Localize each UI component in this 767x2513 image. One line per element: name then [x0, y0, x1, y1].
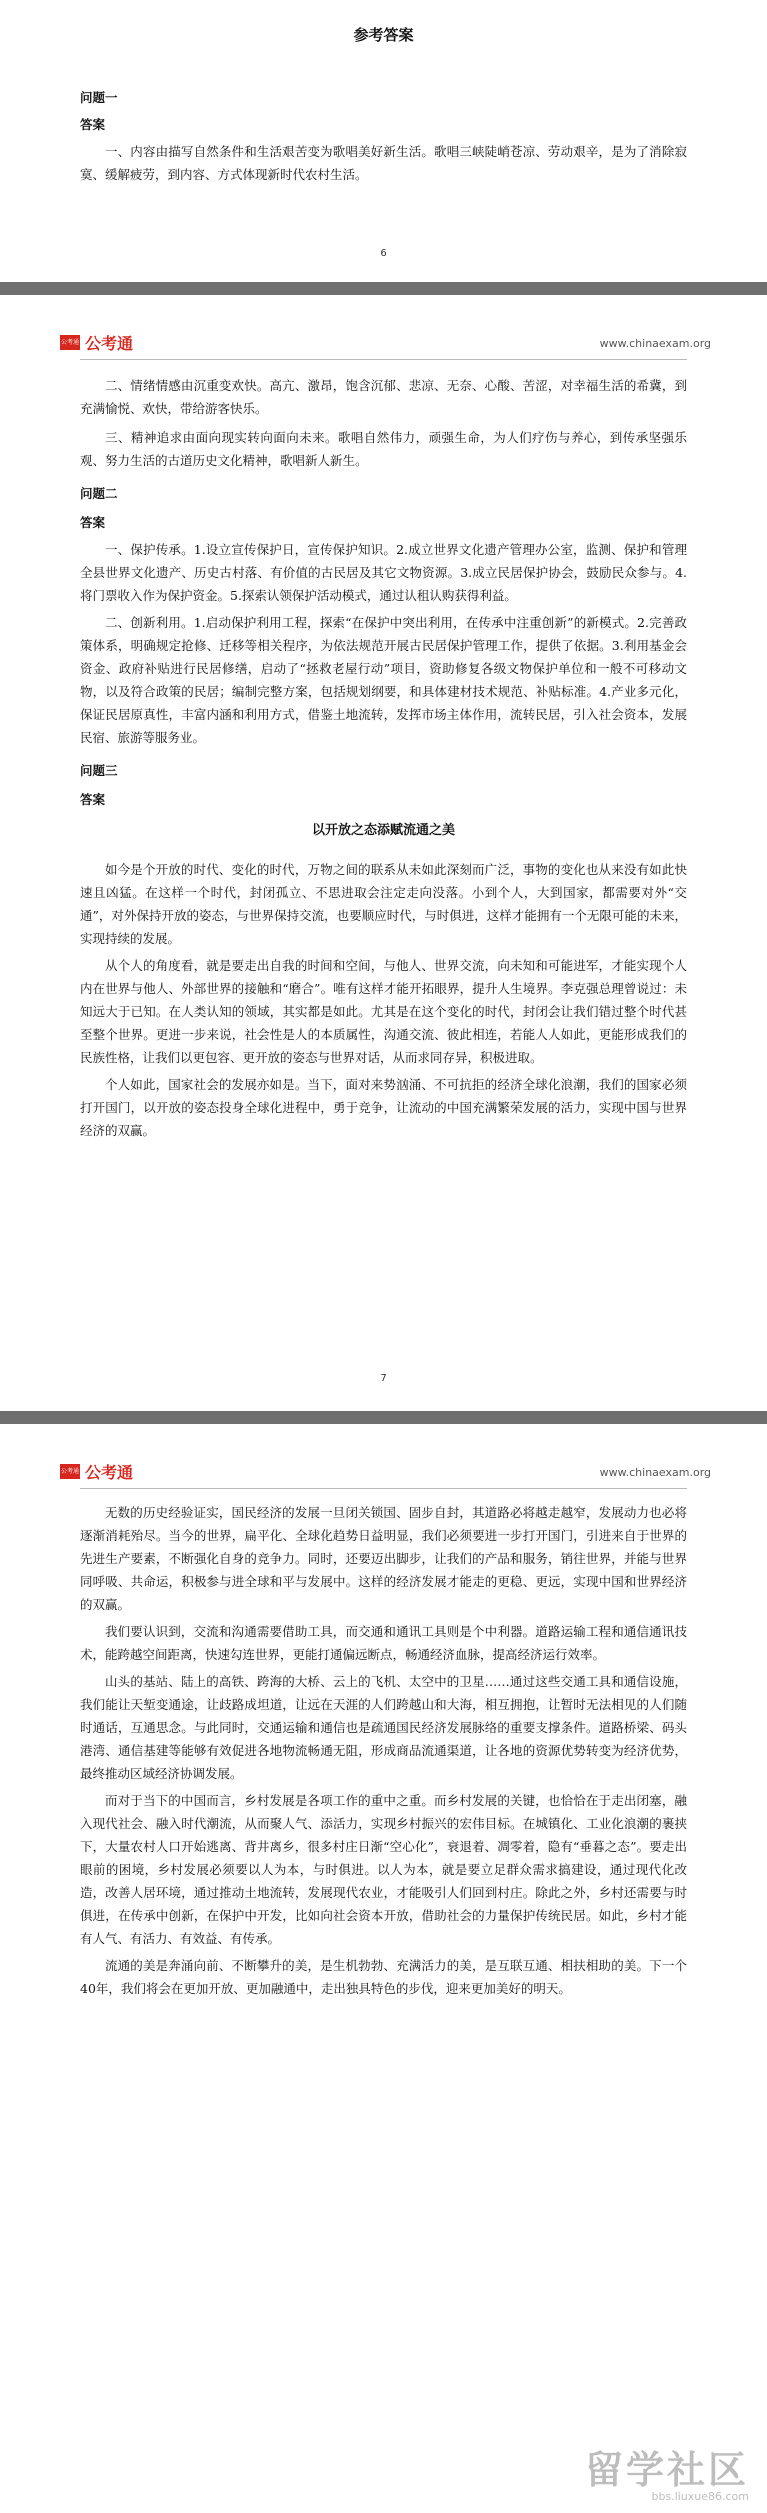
- paragraph: 个人如此，国家社会的发展亦如是。当下，面对来势汹涌、不可抗拒的经济全球化浪潮，我们的国家必须打开国门，以开放的姿态投身全球化进程中，勇于竞争，让流动的中国充满繁荣发展的活力，实现中国与世界经济的双赢。: [80, 1077, 687, 1138]
- logo-text: 公考通: [85, 1463, 134, 1482]
- essay-title: 以开放之态添赋流通之美: [311, 823, 455, 838]
- logo-text: 公考通: [85, 334, 134, 353]
- page-header: [60, 295, 711, 360]
- document-title: 参考答案: [353, 26, 414, 44]
- paragraph: 二、情绪情感由沉重变欢快。高亢、激昂，饱含沉郁、悲凉、无奈、心酸、苦涩，对幸福生活的希冀，到充满愉悦、欢快，带给游客快乐。: [80, 378, 687, 416]
- paragraph: 三、精神追求由面向现实转向面向未来。歌唱自然伟力，顽强生命，为人们疗伤与养心，到传承坚强乐观、努力生活的古道历史文化精神，歌唱新人新生。: [80, 430, 687, 468]
- logo: [60, 331, 133, 354]
- header-url: www.chinaexam.org: [599, 337, 711, 350]
- question-1-heading: 问题一: [80, 90, 118, 105]
- page-8: [0, 1424, 767, 2513]
- page-6: [0, 0, 767, 282]
- paragraph: 山头的基站、陆上的高铁、跨海的大桥、云上的飞机、太空中的卫星……通过这些交通工具和通信设施，我们能让天堑变通途，让歧路成坦道，让远在天涯的人们跨越山和大海，相互拥抱，让暂时无法相见的人们随时通话，互通思念。与此同时，交通运输和通信也是疏通国民经济发展脉络的重要支撑条件。道路桥梁、码头港湾、通信基建等能够有效促进各地物流畅通无阻，形成商品流通渠道，让各地的资源优势转变为经济优势，最终推动区域经济协调发展。: [80, 1674, 687, 1781]
- answer-label: 答案: [80, 117, 106, 132]
- logo-badge: 公考通: [60, 335, 80, 350]
- page-number: 7: [380, 1373, 387, 1384]
- paragraph: 二、创新利用。1.启动保护利用工程，探索“在保护中突出利用，在传承中注重创新”的新模式。2.完善政策体系，明确规定抢修、迁移等相关程序，为依法规范开展古民居保护管理工作，提供了依据。3.利用基金会资金、政府补贴进行民居修缮，启动了“拯救老屋行动”项目，资助修复各级文物保护单位和一般不可移动文物，以及符合政策的民居；编制完整方案，包括规划纲要，和具体建材技术规范、补贴标准。4.产业多元化，保证民居原真性，丰富内涵和利用方式，借鉴土地流转，发挥市场主体作用，流转民居，引入社会资本，发展民宿、旅游等服务业。: [80, 615, 687, 745]
- answer-label: 答案: [80, 792, 106, 807]
- header-url: www.chinaexam.org: [599, 1466, 711, 1479]
- question-3-heading: 问题三: [80, 763, 118, 778]
- logo-badge: 公考通: [60, 1464, 80, 1479]
- paragraph: 无数的历史经验证实，国民经济的发展一旦闭关锁国、固步自封，其道路必将越走越窄，发展动力也必将逐渐消耗殆尽。当今的世界，扁平化、全球化趋势日益明显，我们必须要进一步打开国门，引进来自于世界的先进生产要素，不断强化自身的竞争力。同时，还要迈出脚步，让我们的产品和服务，销往世界，并能与世界同呼吸、共命运，积极参与进全球和平与发展中。这样的经济发展才能走的更稳、更远，实现中国和世界经济的双赢。: [80, 1505, 687, 1612]
- logo: [60, 1460, 133, 1483]
- paragraph: 而对于当下的中国而言，乡村发展是各项工作的重中之重。而乡村发展的关键，也恰恰在于走出闭塞，融入现代社会、融入时代潮流，从而聚人气、添活力，实现乡村振兴的宏伟目标。在城镇化、工业化浪潮的裹挟下，大量农村人口开始逃离、背井离乡，很多村庄日渐“空心化”，衰退着、凋零着，隐有“垂暮之态”。要走出眼前的困境，乡村发展必须要以人为本，与时俱进。以人为本，就是要立足群众需求搞建设，通过现代化改造，改善人居环境，通过推动土地流转，发展现代农业，才能吸引人们回到村庄。除此之外，乡村还需要与时俱进，在传承中创新，在保护中开发，比如向社会资本开放，借助社会的力量保护传统民居。如此，乡村才能有人气、有活力、有效益、有传承。: [80, 1793, 687, 1946]
- watermark-url: bbs.liuxue86.com: [651, 2490, 749, 2503]
- answer-label: 答案: [80, 515, 106, 530]
- page-7: [0, 295, 767, 1411]
- watermark-title: 留学社区: [584, 2448, 749, 2492]
- paragraph: 如今是个开放的时代、变化的时代，万物之间的联系从未如此深刻而广泛，事物的变化也从来没有如此快速且凶猛。在这样一个时代，封闭孤立、不思进取会注定走向没落。小到个人，大到国家，都需要对外“交通”，对外保持开放的姿态，与世界保持交流，也要顺应时代，与时俱进，这样才能拥有一个无限可能的未来，实现持续的发展。: [80, 862, 687, 946]
- paragraph: 一、保护传承。1.设立宣传保护日，宣传保护知识。2.成立世界文化遗产管理办公室，监测、保护和管理全县世界文化遗产、历史古村落、有价值的古民居及其它文物资源。3.成立民居保护协会，鼓励民众参与。4.将门票收入作为保护资金。5.探索认领保护活动模式，通过认租认购获得利益。: [80, 542, 687, 603]
- question-2-heading: 问题二: [80, 486, 118, 501]
- paragraph: 一、内容由描写自然条件和生活艰苦变为歌唱美好新生活。歌唱三峡陡峭苍凉、劳动艰辛，是为了消除寂寞、缓解疲劳，到内容、方式体现新时代农村生活。: [80, 144, 687, 182]
- paragraph: 从个人的角度看，就是要走出自我的时间和空间，与他人、世界交流，向未知和可能进军，才能实现个人内在世界与他人、外部世界的接触和“磨合”。唯有这样才能开拓眼界，提升人生境界。李克强总理曾说过：未知远大于已知。在人类认知的领域，其实都是如此。尤其是在这个变化的时代，封闭会让我们错过整个时代甚至整个世界。更进一步来说，社会性是人的本质属性，沟通交流、彼此相连，若能人人如此，更能形成我们的民族性格，让我们以更包容、更开放的姿态与世界对话，从而求同存异，积极进取。: [80, 958, 687, 1065]
- watermark: [585, 2450, 749, 2503]
- page-header: [60, 1424, 711, 1489]
- paragraph: 流通的美是奔涌向前、不断攀升的美，是生机勃勃、充满活力的美，是互联互通、相扶相助的美。下一个40年，我们将会在更加开放、更加融通中，走出独具特色的步伐，迎来更加美好的明天。: [80, 1958, 687, 1996]
- page-number: 6: [380, 248, 387, 259]
- paragraph: 我们要认识到，交流和沟通需要借助工具，而交通和通讯工具则是个中利器。道路运输工程和通信通讯技术，能跨越空间距离，快速勾连世界，更能打通偏远断点，畅通经济血脉，提高经济运行效率。: [80, 1624, 687, 1662]
